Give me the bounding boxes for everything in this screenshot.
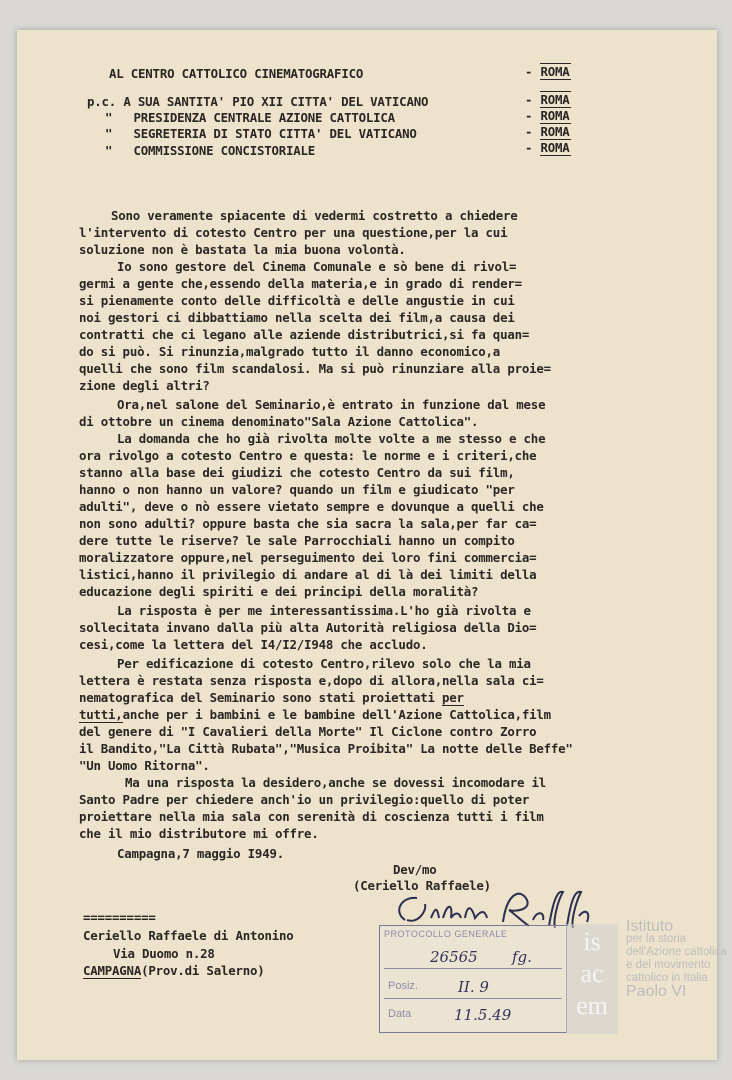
underlined-word: tutti, (79, 707, 123, 722)
body-line: quelli che sono film scandalosi. Ma si può rinunziare alla proie= (79, 361, 551, 376)
body-line: di ottobre un cinema denominato"Sala Azione Cattolica". (79, 414, 479, 429)
underlined-word: per (442, 690, 464, 705)
isacem-logo (562, 920, 732, 1050)
city-roma: ROMA (540, 140, 570, 155)
cc-segreteria: SEGRETERIA DI STATO CITTA' DEL VATICANO (133, 126, 417, 141)
body-line: moralizzatore oppure,nel perseguimento dei loro fini commercia= (79, 550, 537, 565)
cc-prefix: p.c. (87, 94, 117, 109)
body-line: si pienamente conto delle difficoltà e delle angustie in cui (79, 293, 515, 308)
watermark-line: e del movimento (626, 959, 711, 971)
body-line: adulti", deve o nò essere vietato sempre e dovunque a quelli che (79, 499, 544, 514)
body-text: nematografica del Seminario sono stati proiettati (79, 690, 442, 705)
body-line: proiettare nella mia sala con serenità di coscienza tutti i film (79, 809, 544, 824)
stamp-number-row (384, 946, 562, 969)
stamp-number: 26565 (430, 948, 478, 966)
cc-city-3: - ROMA (525, 124, 570, 139)
cc-line-1 (87, 94, 428, 109)
recipient: AL CENTRO CATTOLICO CINEMATOGRAFICO (109, 66, 364, 81)
stamp-header: PROTOCOLLO GENERALE (384, 929, 508, 939)
sender-city-line (83, 963, 265, 978)
stamp-pos-row (384, 976, 562, 999)
body-line: Sono veramente spiacente di vedermi costretto a chiedere (111, 208, 518, 223)
body-line: non sono adulti? oppure basta che sia sacra la sala,per far ca= (79, 516, 537, 531)
watermark-line: per la storia (626, 933, 687, 945)
body-line: Ma una risposta la desidero,anche se dovessi incomodare il (125, 775, 547, 790)
svg-text:em: em (576, 991, 608, 1020)
body-line: soluzione non è bastata la mia buona volontà. (79, 242, 406, 257)
sender-city: CAMPAGNA (83, 963, 142, 978)
body-line: sollecitata invano dalla più alta Autorità religiosa della Dio= (79, 620, 537, 635)
body-line: del genere di "I Cavalieri della Morte" Il Ciclone contro Zorro (79, 724, 537, 739)
svg-text:is: is (583, 927, 601, 956)
body-line: do si può. Si rinunzia,malgrado tutto il danno economico,a (79, 344, 501, 359)
body-line: Io sono gestore del Cinema Comunale e sò bene di rivol= (117, 259, 517, 274)
stamp-date-row (384, 1004, 562, 1026)
watermark-line: dell'Azione cattolica (626, 946, 727, 958)
body-text: anche per i bambini e le bambine dell'Azione Cattolica,film (122, 707, 551, 722)
watermark-line: Istituto (626, 918, 674, 935)
signer-name: (Ceriello Raffaele) (353, 878, 491, 893)
body-line: Per edificazione di cotesto Centro,rilevo solo che la mia (117, 656, 531, 671)
sender-street: Via Duomo n.28 (113, 946, 215, 961)
cc-line-4: " COMMISSIONE CONCISTORIALE (105, 143, 316, 158)
cc-line-2: " PRESIDENZA CENTRALE AZIONE CATTOLICA (105, 110, 395, 125)
cc-commissione: COMMISSIONE CONCISTORIALE (133, 143, 316, 158)
closing: Dev/mo (393, 862, 437, 877)
body-line: germi a gente che,essendo della materia,e in grado di render= (79, 276, 522, 291)
sender-divider: ========== (83, 910, 156, 925)
cc-city-1: - ROMA (525, 92, 570, 107)
body-line: lettera è restata senza risposta e,dopo di allora,nella sala ci= (79, 673, 544, 688)
body-line: contratti che ci legano alle aziende distributrici,si fa quan= (79, 327, 530, 342)
typewritten-text (17, 30, 717, 1060)
city-roma: ROMA (540, 64, 570, 79)
isacem-monogram-icon (562, 920, 622, 1040)
body-line (79, 690, 464, 705)
body-line: ora rivolgo a cotesto Centro e questa: le norme e i criteri,che (79, 448, 537, 463)
body-line: noi gestori ci dibbattiamo nella scelta dei film,a causa dei (79, 310, 515, 325)
body-line: cesi,come la lettera del I4/I2/I948 che accludo. (79, 637, 428, 652)
svg-text:ac: ac (580, 959, 604, 988)
body-line: l'intervento di cotesto Centro per una questione,per la cui (79, 225, 508, 240)
recipient-city: - ROMA (525, 64, 570, 79)
cc-pope: A SUA SANTITA' PIO XII CITTA' DEL VATICANO (123, 94, 429, 109)
cc-city-2: - ROMA (525, 108, 570, 123)
stamp-date-label: Data (388, 1008, 412, 1020)
watermark-text (626, 920, 727, 998)
body-line (79, 707, 551, 722)
body-line: hanno o non hanno un valore? quando un film e giudicato "per (79, 482, 515, 497)
stamp-date-value: 11.5.49 (454, 1006, 512, 1024)
recipient-line (109, 66, 363, 81)
body-line: "Un Uomo Ritorna". (79, 758, 210, 773)
body-line: il Bandito,"La Città Rubata","Musica Proibita" La notte delle Beffe" (79, 741, 573, 756)
watermark-line: Paolo VI (626, 983, 687, 1000)
city-roma: ROMA (540, 124, 570, 139)
city-roma: ROMA (540, 108, 570, 123)
cc-presidenza: PRESIDENZA CENTRALE AZIONE CATTOLICA (133, 110, 395, 125)
sender-name: Ceriello Raffaele di Antonino (83, 928, 294, 943)
letter-page (17, 30, 727, 1060)
body-line: listici,hanno il privilegio di andare al di là dei limiti della (79, 567, 537, 582)
body-line: La domanda che ho già rivolta molte volte a me stesso e che (117, 431, 546, 446)
body-line: che il mio distributore mi offre. (79, 826, 319, 841)
watermark-line: cattolico in Italia (626, 972, 708, 984)
stamp-pos-label: Posiz. (388, 980, 418, 992)
body-line: Santo Padre per chiedere anch'io un privilegio:quello di poter (79, 792, 530, 807)
body-line: Ora,nel salone del Seminario,è entrato in funzione dal mese (117, 397, 546, 412)
body-line: educazione degli spiriti e dei principi della moralità? (79, 584, 479, 599)
stamp-number-suffix: fg. (512, 948, 532, 966)
cc-line-3: " SEGRETERIA DI STATO CITTA' DEL VATICANO (105, 126, 417, 141)
body-line: stanno alla base dei giudizi che cotesto Centro da sui film, (79, 465, 515, 480)
protocol-stamp (379, 925, 567, 1033)
sender-province: (Prov.di Salerno) (141, 963, 265, 978)
place-date: Campagna,7 maggio I949. (117, 846, 284, 861)
body-line: dere tutte le riserve? le sale Parrocchiali hanno un compito (79, 533, 515, 548)
cc-city-4: - ROMA (525, 140, 570, 155)
city-roma: ROMA (540, 92, 570, 107)
body-line: La risposta è per me interessantissima.L'ho già rivolta e (117, 603, 531, 618)
body-line: zione degli altri? (79, 378, 210, 393)
stamp-pos-value: II. 9 (458, 978, 489, 996)
